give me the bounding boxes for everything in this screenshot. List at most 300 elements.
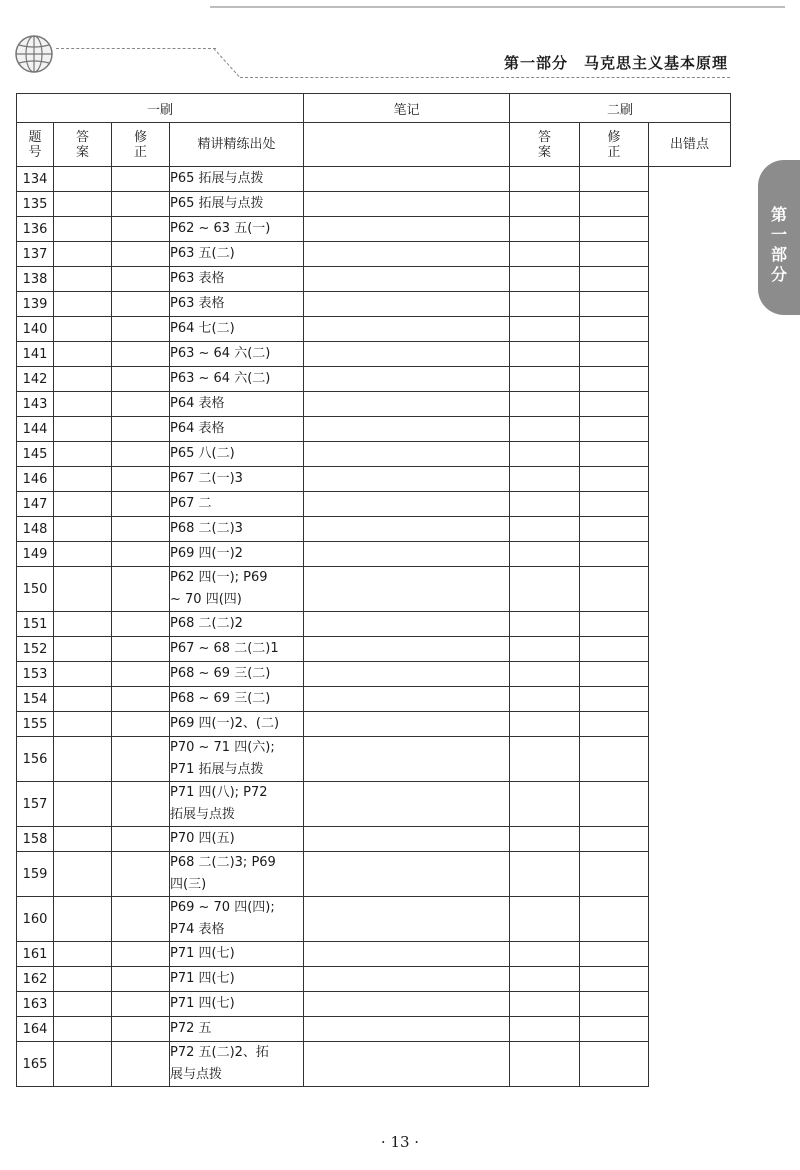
source-reference: P68 ~ 69 三(二)	[170, 662, 304, 687]
question-number: 137	[17, 242, 54, 267]
correction-cell[interactable]	[112, 392, 170, 417]
table-row	[17, 712, 731, 737]
error-point-cell[interactable]	[580, 967, 649, 992]
error-point-cell[interactable]	[580, 852, 649, 897]
second-correction-cell[interactable]	[510, 992, 580, 1017]
correction-cell[interactable]	[112, 317, 170, 342]
source-reference: P68 二(二)2	[170, 612, 304, 637]
second-answer-cell[interactable]	[304, 417, 510, 442]
correction-cell[interactable]	[112, 567, 170, 612]
second-correction-cell[interactable]	[510, 942, 580, 967]
second-correction-cell[interactable]	[510, 267, 580, 292]
question-number: 160	[17, 897, 54, 942]
second-correction-cell[interactable]	[510, 542, 580, 567]
source-reference: P67 ~ 68 二(二)1	[170, 637, 304, 662]
question-number: 151	[17, 612, 54, 637]
answer-cell[interactable]	[54, 992, 112, 1017]
header-char: 答	[538, 129, 552, 145]
error-point-cell[interactable]	[580, 1042, 649, 1087]
answer-cell[interactable]	[54, 942, 112, 967]
table-row	[17, 467, 731, 492]
error-point-cell[interactable]	[580, 782, 649, 827]
second-answer-cell[interactable]	[304, 517, 510, 542]
error-point-cell[interactable]	[580, 317, 649, 342]
source-reference: P71 四(七)	[170, 992, 304, 1017]
question-number: 152	[17, 637, 54, 662]
answer-cell[interactable]	[54, 267, 112, 292]
header-dash-underline	[240, 77, 730, 78]
answer-cell[interactable]	[54, 687, 112, 712]
second-answer-cell[interactable]	[304, 612, 510, 637]
correction-cell[interactable]	[112, 517, 170, 542]
error-point-cell[interactable]	[580, 542, 649, 567]
question-number: 148	[17, 517, 54, 542]
error-point-cell[interactable]	[580, 467, 649, 492]
table-row	[17, 942, 731, 967]
table-row	[17, 192, 731, 217]
second-answer-cell[interactable]	[304, 712, 510, 737]
correction-cell[interactable]	[112, 417, 170, 442]
correction-cell[interactable]	[112, 292, 170, 317]
source-reference	[170, 852, 304, 897]
answer-cell[interactable]	[54, 392, 112, 417]
correction-cell[interactable]	[112, 442, 170, 467]
answer-cell[interactable]	[54, 367, 112, 392]
second-answer-cell[interactable]	[304, 492, 510, 517]
table-row	[17, 567, 731, 612]
answer-cell[interactable]	[54, 542, 112, 567]
source-reference: P63 表格	[170, 267, 304, 292]
question-number: 140	[17, 317, 54, 342]
error-point-cell[interactable]	[580, 567, 649, 612]
question-number: 163	[17, 992, 54, 1017]
second-answer-cell[interactable]	[304, 992, 510, 1017]
correction-cell[interactable]	[112, 342, 170, 367]
second-correction-cell[interactable]	[510, 737, 580, 782]
review-table	[16, 93, 731, 1087]
second-correction-cell[interactable]	[510, 612, 580, 637]
top-rule	[210, 6, 785, 8]
question-number: 145	[17, 442, 54, 467]
error-point-cell[interactable]	[580, 517, 649, 542]
second-answer-cell[interactable]	[304, 392, 510, 417]
second-correction-cell[interactable]	[510, 1042, 580, 1087]
correction-cell[interactable]	[112, 612, 170, 637]
answer-header	[54, 123, 112, 167]
source-reference: P63 五(二)	[170, 242, 304, 267]
source-header: 精讲精练出处	[170, 123, 304, 167]
second-correction-cell[interactable]	[510, 317, 580, 342]
source-reference: P63 ~ 64 六(二)	[170, 342, 304, 367]
error-point-cell[interactable]	[580, 897, 649, 942]
error-point-cell[interactable]	[580, 992, 649, 1017]
table-row	[17, 517, 731, 542]
answer-cell[interactable]	[54, 342, 112, 367]
table-row	[17, 167, 731, 192]
error-point-cell[interactable]	[580, 417, 649, 442]
source-reference	[170, 782, 304, 827]
section-side-tab	[758, 160, 800, 315]
answer-cell[interactable]	[54, 492, 112, 517]
correction-cell[interactable]	[112, 662, 170, 687]
error-point-cell[interactable]	[580, 942, 649, 967]
second-answer-cell[interactable]	[304, 317, 510, 342]
correction-cell[interactable]	[112, 267, 170, 292]
source-reference: P71 四(七)	[170, 942, 304, 967]
second-answer-cell[interactable]	[304, 342, 510, 367]
table-row	[17, 827, 731, 852]
first-pass-header: 一刷	[17, 94, 304, 123]
second-answer-cell[interactable]	[304, 737, 510, 782]
source-reference	[170, 567, 304, 612]
correction-cell[interactable]	[112, 367, 170, 392]
table-row	[17, 1017, 731, 1042]
source-reference-line: 四(三)	[170, 877, 207, 892]
header-char: 修	[133, 129, 147, 145]
second-answer-cell[interactable]	[304, 687, 510, 712]
error-point-cell[interactable]	[580, 167, 649, 192]
side-tab-char: 部	[770, 245, 787, 264]
header-char: 案	[75, 144, 89, 160]
correction-cell[interactable]	[112, 192, 170, 217]
correction-cell[interactable]	[112, 897, 170, 942]
second-correction-cell[interactable]	[510, 342, 580, 367]
second-correction-cell[interactable]	[510, 442, 580, 467]
source-reference: P70 四(五)	[170, 827, 304, 852]
table-row	[17, 967, 731, 992]
page-number: · 13 ·	[380, 1133, 420, 1151]
source-reference	[170, 1042, 304, 1087]
error-point-cell[interactable]	[580, 342, 649, 367]
second-answer-cell[interactable]	[304, 167, 510, 192]
second-answer-header	[510, 123, 580, 167]
question-number: 155	[17, 712, 54, 737]
source-reference: P69 四(一)2、(二)	[170, 712, 304, 737]
source-reference-line: P69 ~ 70 四(四);	[170, 900, 275, 915]
notes-header: 笔记	[304, 94, 510, 123]
section-title: 第一部分 马克思主义基本原理	[503, 54, 728, 72]
answer-cell[interactable]	[54, 467, 112, 492]
header-char: 答	[75, 129, 89, 145]
source-reference: P68 二(二)3	[170, 517, 304, 542]
source-reference	[170, 737, 304, 782]
question-number: 141	[17, 342, 54, 367]
correction-cell[interactable]	[112, 1017, 170, 1042]
second-correction-cell[interactable]	[510, 517, 580, 542]
source-reference-line: P71 四(八); P72	[170, 785, 268, 800]
question-number: 146	[17, 467, 54, 492]
table-row	[17, 852, 731, 897]
second-answer-cell[interactable]	[304, 442, 510, 467]
header-char: 修	[607, 129, 621, 145]
source-reference: P64 表格	[170, 417, 304, 442]
correction-cell[interactable]	[112, 942, 170, 967]
correction-cell[interactable]	[112, 992, 170, 1017]
answer-cell[interactable]	[54, 567, 112, 612]
correction-cell[interactable]	[112, 637, 170, 662]
answer-cell[interactable]	[54, 1017, 112, 1042]
table-row	[17, 637, 731, 662]
second-correction-cell[interactable]	[510, 662, 580, 687]
source-reference: P65 八(二)	[170, 442, 304, 467]
question-number: 156	[17, 737, 54, 782]
second-correction-cell[interactable]	[510, 827, 580, 852]
error-point-cell[interactable]	[580, 1017, 649, 1042]
source-reference: P71 四(七)	[170, 967, 304, 992]
question-number: 135	[17, 192, 54, 217]
source-reference-line: P70 ~ 71 四(六);	[170, 740, 275, 755]
second-correction-cell[interactable]	[510, 242, 580, 267]
second-answer-cell[interactable]	[304, 897, 510, 942]
answer-cell[interactable]	[54, 167, 112, 192]
second-correction-cell[interactable]	[510, 712, 580, 737]
side-tab-char: 分	[770, 265, 787, 284]
correction-cell[interactable]	[112, 1042, 170, 1087]
table-row	[17, 687, 731, 712]
source-reference: P69 四(一)2	[170, 542, 304, 567]
globe-icon	[14, 34, 54, 74]
error-point-cell[interactable]	[580, 217, 649, 242]
question-number: 149	[17, 542, 54, 567]
second-answer-cell[interactable]	[304, 967, 510, 992]
second-answer-cell[interactable]	[304, 852, 510, 897]
second-correction-cell[interactable]	[510, 637, 580, 662]
source-reference-line: ~ 70 四(四)	[170, 592, 242, 607]
question-number: 162	[17, 967, 54, 992]
error-point-cell[interactable]	[580, 637, 649, 662]
answer-cell[interactable]	[54, 417, 112, 442]
source-reference: P64 表格	[170, 392, 304, 417]
error-point-cell[interactable]	[580, 687, 649, 712]
source-reference: P67 二	[170, 492, 304, 517]
answer-cell[interactable]	[54, 192, 112, 217]
notes-area[interactable]	[304, 123, 510, 167]
error-point-header: 出错点	[649, 123, 731, 167]
second-answer-cell[interactable]	[304, 267, 510, 292]
answer-cell[interactable]	[54, 897, 112, 942]
second-correction-cell[interactable]	[510, 687, 580, 712]
question-number: 134	[17, 167, 54, 192]
second-answer-cell[interactable]	[304, 242, 510, 267]
correction-cell[interactable]	[112, 167, 170, 192]
answer-cell[interactable]	[54, 827, 112, 852]
second-answer-cell[interactable]	[304, 662, 510, 687]
answer-cell[interactable]	[54, 517, 112, 542]
error-point-cell[interactable]	[580, 367, 649, 392]
second-correction-cell[interactable]	[510, 217, 580, 242]
table-row	[17, 317, 731, 342]
second-correction-cell[interactable]	[510, 897, 580, 942]
correction-cell[interactable]	[112, 737, 170, 782]
answer-cell[interactable]	[54, 612, 112, 637]
source-reference-line: P71 拓展与点拨	[170, 762, 264, 777]
error-point-cell[interactable]	[580, 292, 649, 317]
second-pass-header: 二刷	[510, 94, 731, 123]
correction-cell[interactable]	[112, 827, 170, 852]
answer-cell[interactable]	[54, 967, 112, 992]
error-point-cell[interactable]	[580, 662, 649, 687]
table-row	[17, 242, 731, 267]
answer-cell[interactable]	[54, 662, 112, 687]
table-row	[17, 492, 731, 517]
second-correction-cell[interactable]	[510, 192, 580, 217]
table-row	[17, 612, 731, 637]
answer-cell[interactable]	[54, 712, 112, 737]
second-answer-cell[interactable]	[304, 1042, 510, 1087]
question-number: 159	[17, 852, 54, 897]
question-number: 142	[17, 367, 54, 392]
second-answer-cell[interactable]	[304, 1017, 510, 1042]
answer-cell[interactable]	[54, 217, 112, 242]
second-correction-cell[interactable]	[510, 367, 580, 392]
source-reference: P65 拓展与点拨	[170, 192, 304, 217]
question-number: 154	[17, 687, 54, 712]
question-number: 138	[17, 267, 54, 292]
second-answer-cell[interactable]	[304, 942, 510, 967]
second-correction-header	[580, 123, 649, 167]
question-number-header	[17, 123, 54, 167]
second-answer-cell[interactable]	[304, 567, 510, 612]
error-point-cell[interactable]	[580, 242, 649, 267]
correction-cell[interactable]	[112, 782, 170, 827]
second-correction-cell[interactable]	[510, 292, 580, 317]
header-char: 案	[538, 144, 552, 160]
error-point-cell[interactable]	[580, 267, 649, 292]
question-number: 158	[17, 827, 54, 852]
header-dash-line	[56, 48, 216, 49]
table-row	[17, 417, 731, 442]
question-number: 153	[17, 662, 54, 687]
correction-cell[interactable]	[112, 467, 170, 492]
second-answer-cell[interactable]	[304, 782, 510, 827]
question-number: 136	[17, 217, 54, 242]
second-answer-cell[interactable]	[304, 827, 510, 852]
answer-cell[interactable]	[54, 637, 112, 662]
second-correction-cell[interactable]	[510, 492, 580, 517]
second-answer-cell[interactable]	[304, 637, 510, 662]
correction-cell[interactable]	[112, 242, 170, 267]
table-row	[17, 392, 731, 417]
table-row	[17, 1042, 731, 1087]
second-answer-cell[interactable]	[304, 292, 510, 317]
error-point-cell[interactable]	[580, 612, 649, 637]
question-number: 144	[17, 417, 54, 442]
table-row	[17, 367, 731, 392]
question-number: 165	[17, 1042, 54, 1087]
answer-cell[interactable]	[54, 442, 112, 467]
second-correction-cell[interactable]	[510, 967, 580, 992]
answer-cell[interactable]	[54, 737, 112, 782]
table-row	[17, 217, 731, 242]
second-answer-cell[interactable]	[304, 192, 510, 217]
table-row	[17, 542, 731, 567]
source-reference: P68 ~ 69 三(二)	[170, 687, 304, 712]
source-reference: P65 拓展与点拨	[170, 167, 304, 192]
table-row	[17, 992, 731, 1017]
header-dash-slant	[213, 48, 239, 77]
header-char: 正	[133, 144, 147, 160]
answer-cell[interactable]	[54, 292, 112, 317]
answer-cell[interactable]	[54, 852, 112, 897]
side-tab-char: 一	[770, 225, 787, 244]
source-reference: P63 表格	[170, 292, 304, 317]
error-point-cell[interactable]	[580, 712, 649, 737]
second-answer-cell[interactable]	[304, 217, 510, 242]
table-row	[17, 897, 731, 942]
source-reference-line: P62 四(一); P69	[170, 570, 268, 585]
error-point-cell[interactable]	[580, 442, 649, 467]
table-row	[17, 292, 731, 317]
question-number: 164	[17, 1017, 54, 1042]
error-point-cell[interactable]	[580, 737, 649, 782]
header-char: 题	[28, 129, 42, 145]
correction-cell[interactable]	[112, 687, 170, 712]
source-reference: P67 二(一)3	[170, 467, 304, 492]
second-correction-cell[interactable]	[510, 417, 580, 442]
second-correction-cell[interactable]	[510, 852, 580, 897]
second-correction-cell[interactable]	[510, 567, 580, 612]
question-number: 139	[17, 292, 54, 317]
question-number: 161	[17, 942, 54, 967]
question-number: 150	[17, 567, 54, 612]
answer-cell[interactable]	[54, 1042, 112, 1087]
source-reference-line: P68 二(二)3; P69	[170, 855, 276, 870]
correction-header	[112, 123, 170, 167]
table-row	[17, 442, 731, 467]
question-number: 147	[17, 492, 54, 517]
question-number: 157	[17, 782, 54, 827]
second-answer-cell[interactable]	[304, 467, 510, 492]
correction-cell[interactable]	[112, 852, 170, 897]
correction-cell[interactable]	[112, 542, 170, 567]
answer-cell[interactable]	[54, 317, 112, 342]
answer-cell[interactable]	[54, 782, 112, 827]
correction-cell[interactable]	[112, 712, 170, 737]
table-row	[17, 662, 731, 687]
source-reference: P63 ~ 64 六(二)	[170, 367, 304, 392]
correction-cell[interactable]	[112, 217, 170, 242]
table-row	[17, 267, 731, 292]
error-point-cell[interactable]	[580, 192, 649, 217]
second-correction-cell[interactable]	[510, 1017, 580, 1042]
table-row	[17, 342, 731, 367]
error-point-cell[interactable]	[580, 492, 649, 517]
source-reference-line: P74 表格	[170, 922, 225, 937]
correction-cell[interactable]	[112, 492, 170, 517]
second-correction-cell[interactable]	[510, 467, 580, 492]
question-number: 143	[17, 392, 54, 417]
side-tab-char: 第	[770, 205, 787, 224]
second-correction-cell[interactable]	[510, 782, 580, 827]
header-char: 正	[607, 144, 621, 160]
second-correction-cell[interactable]	[510, 167, 580, 192]
error-point-cell[interactable]	[580, 392, 649, 417]
correction-cell[interactable]	[112, 967, 170, 992]
source-reference-line: P72 五(二)2、拓	[170, 1045, 269, 1060]
answer-cell[interactable]	[54, 242, 112, 267]
source-reference: P62 ~ 63 五(一)	[170, 217, 304, 242]
source-reference-line: 展与点拨	[170, 1067, 223, 1082]
second-correction-cell[interactable]	[510, 392, 580, 417]
source-reference	[170, 897, 304, 942]
error-point-cell[interactable]	[580, 827, 649, 852]
source-reference: P72 五	[170, 1017, 304, 1042]
second-answer-cell[interactable]	[304, 542, 510, 567]
table-row	[17, 782, 731, 827]
header-char: 号	[28, 144, 42, 160]
source-reference-line: 拓展与点拨	[170, 807, 236, 822]
second-answer-cell[interactable]	[304, 367, 510, 392]
